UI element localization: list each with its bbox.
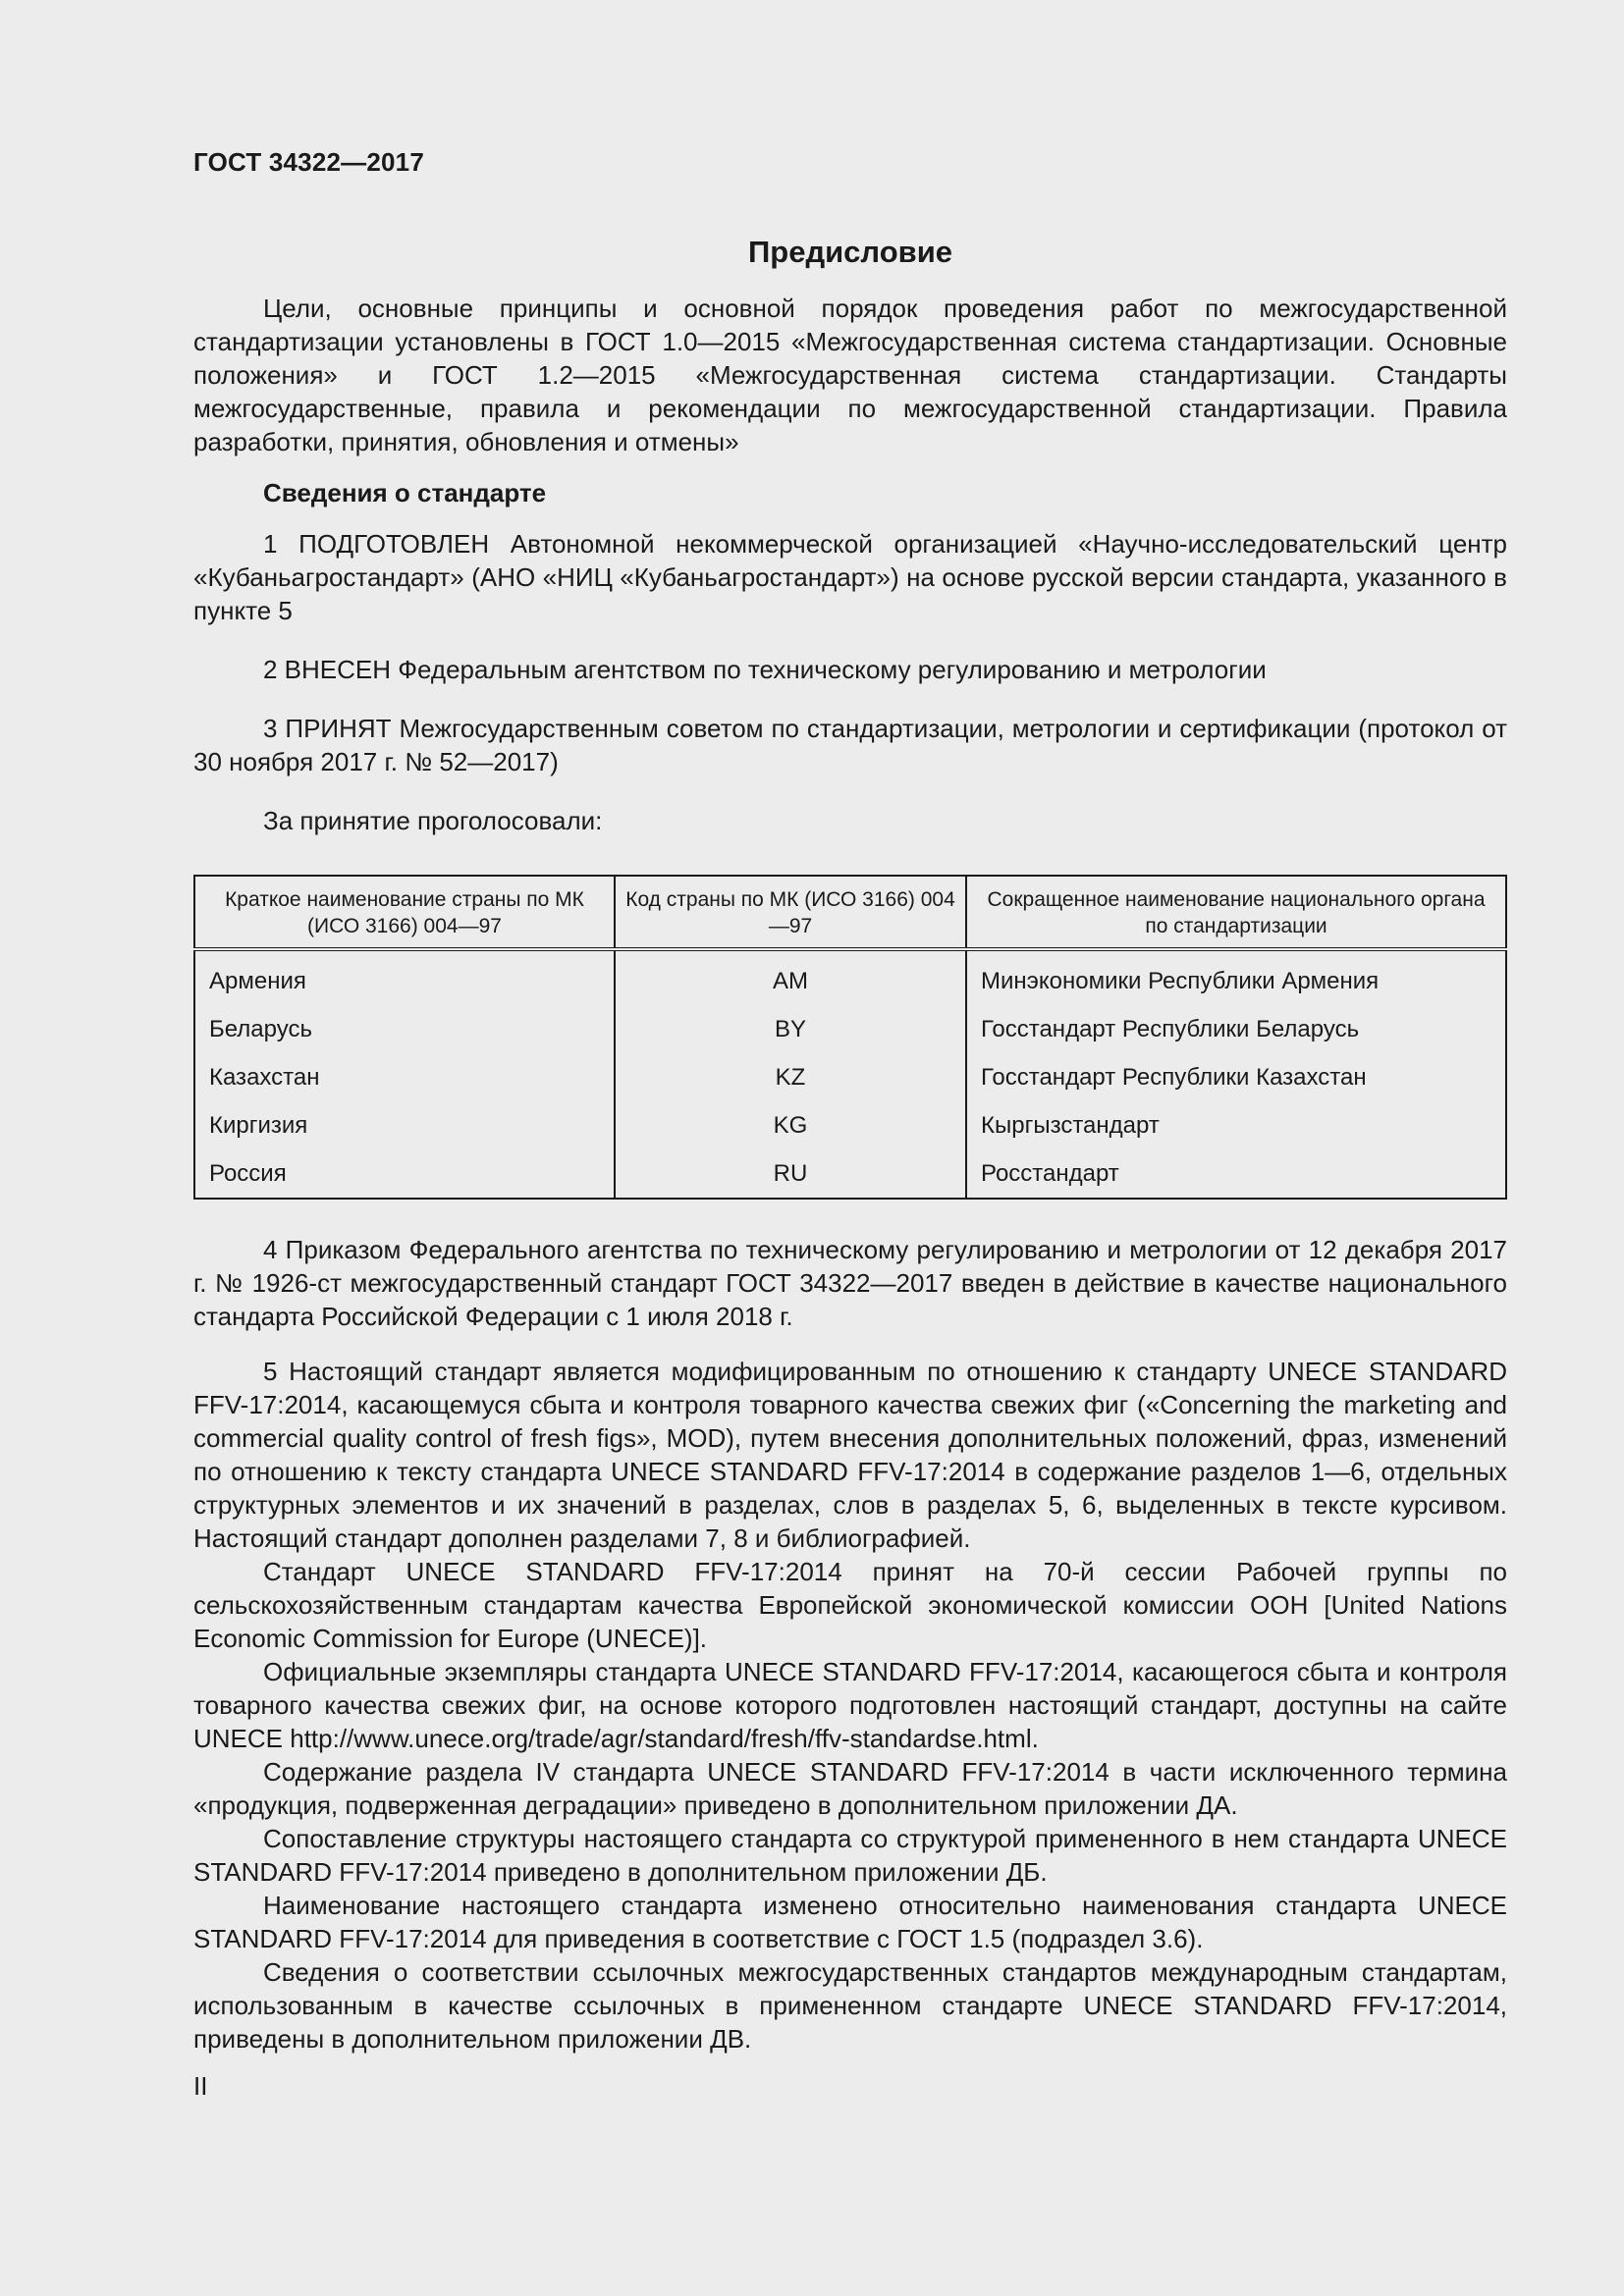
table-row: [194, 1053, 1506, 1101]
code-cell: AM: [615, 949, 966, 1005]
code-cell: BY: [615, 1005, 966, 1053]
item-3-paragraph: 3 ПРИНЯТ Межгосударственным советом по стандартизации, метрологии и сертификации (протокол от 30 ноября 2017 г. № 52—2017): [193, 714, 1507, 776]
section-subheading: Сведения о стандарте: [263, 478, 547, 507]
voted-label: За принятие проголосовали:: [263, 806, 603, 835]
country-cell: Киргизия: [209, 1112, 308, 1139]
body-cell: Росстандарт: [966, 1149, 1506, 1199]
item-5-annex-db-paragraph: Сопоставление структуры настоящего стандарта со структурой примененного в нем стандарта UNECE STANDARD FFV-17:2014 приведено в дополнительном приложении ДБ.: [193, 1824, 1507, 1887]
document-header: ГОСТ 34322—2017: [193, 147, 424, 177]
body-cell: Минэкономики Республики Армения: [966, 949, 1506, 1005]
country-cell: Казахстан: [209, 1064, 320, 1091]
voting-countries-table: [193, 875, 1507, 1200]
table-row: [194, 949, 1506, 1005]
code-cell: KZ: [615, 1053, 966, 1101]
item-5-annex-da-paragraph: Содержание раздела IV стандарта UNECE STANDARD FFV-17:2014 в части исключенного термина «продукция, подверженная деградации» приведено в дополнительном приложении ДА.: [193, 1757, 1507, 1820]
intro-paragraph: Цели, основные принципы и основной порядок проведения работ по межгосударственной стандартизации установлены в ГОСТ 1.0—2015 «Межгосударственная система стандартизации. Основные положения» и ГОСТ 1.2—2015 «Межгосударственная система стандартизации. Стандарты межгосударственные, правила и рекомендации по межгосударственной стандартизации. Правила разработки, принятия, обновления и отмены»: [193, 294, 1507, 456]
item-1-paragraph: 1 ПОДГОТОВЛЕН Автономной некоммерческой организацией «Научно-исследовательский центр «Кубаньагростандарт» (АНО «НИЦ «Кубаньагростандарт») на основе русской версии стандарта, указанного в пункте 5: [193, 529, 1507, 625]
column-header-body: Сокращенное наименование национального органа по стандартизации: [966, 876, 1506, 949]
body-cell: Кыргызстандарт: [966, 1101, 1506, 1149]
item-5-annex-dv-paragraph: Сведения о соответствии ссылочных межгосударственных стандартов международным стандартам, использованным в качестве ссылочных в примененном стандарте UNECE STANDARD FFV-17:2014, приведены в дополнительном приложении ДВ.: [193, 1957, 1507, 2054]
item-5-adoption-paragraph: Стандарт UNECE STANDARD FFV-17:2014 принят на 70-й сессии Рабочей группы по сельскохозяйственным стандартам качества Европейской экономической комиссии ООН [United Nations Economic Commission for Europe (UNECE)].: [193, 1557, 1507, 1653]
column-header-code: Код страны по МК (ИСО 3166) 004—97: [615, 876, 966, 949]
item-5-paragraph: 5 Настоящий стандарт является модифицированным по отношению к стандарту UNECE STANDARD FFV-17:2014, касающемуся сбыта и контроля товарного качества свежих фиг («Concerning the marketing and commercial quality control of fresh figs», MOD), путем внесения дополнительных положений, фраз, изменений по отношению к тексту стандарта UNECE STANDARD FFV-17:2014 в содержание разделов 1—6, отдельных структурных элементов и их значений в разделах, слов в разделах 5, 6, выделенных в тексте курсивом. Настоящий стандарт дополнен разделами 7, 8 и библиографией.: [193, 1357, 1507, 1553]
country-cell: Армения: [209, 968, 306, 994]
column-header-country: Краткое наименование страны по МК (ИСО 3166) 004—97: [194, 876, 615, 949]
country-cell: Россия: [209, 1160, 287, 1187]
code-cell: RU: [615, 1149, 966, 1199]
item-5-title-change-paragraph: Наименование настоящего стандарта изменено относительно наименования стандарта UNECE STANDARD FFV-17:2014 для приведения в соответствие с ГОСТ 1.5 (подраздел 3.6).: [193, 1891, 1507, 1953]
table-row: [194, 1101, 1506, 1149]
page-title: Предисловие: [747, 235, 952, 269]
table-row: [194, 1005, 1506, 1053]
code-cell: KG: [615, 1101, 966, 1149]
body-cell: Госстандарт Республики Казахстан: [966, 1053, 1506, 1101]
table-header-row: [194, 876, 1506, 949]
country-cell: Беларусь: [209, 1016, 312, 1042]
item-2-paragraph: 2 ВНЕСЕН Федеральным агентством по техническому регулированию и метрологии: [263, 655, 1267, 684]
item-4-paragraph: 4 Приказом Федерального агентства по техническому регулированию и метрологии от 12 декабря 2017 г. № 1926-ст межгосударственный стандарт ГОСТ 34322—2017 введен в действие в качестве национального стандарта Российской Федерации с 1 июля 2018 г.: [193, 1235, 1507, 1331]
page-number: II: [193, 2071, 208, 2101]
page-content: [193, 147, 1507, 2056]
table-row: [194, 1149, 1506, 1199]
body-cell: Госстандарт Республики Беларусь: [966, 1005, 1506, 1053]
item-5-official-copies-paragraph: Официальные экземпляры стандарта UNECE STANDARD FFV-17:2014, касающегося сбыта и контроля товарного качества свежих фиг, на основе которого подготовлен настоящий стандарт, доступны на сайте UNECE http://www.unece.org/trade/agr/standard/fresh/ffv-standardse.html.: [193, 1657, 1507, 1753]
